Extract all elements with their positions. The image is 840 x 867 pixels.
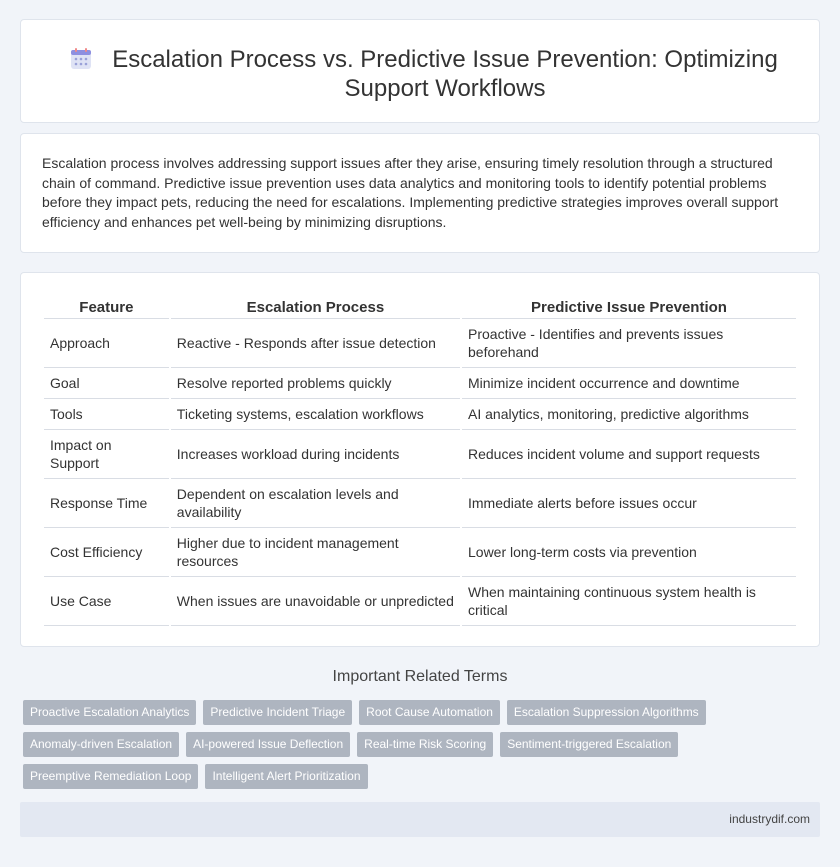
intro-card [20, 133, 820, 253]
related-term-tag[interactable]: Predictive Incident Triage [203, 700, 352, 725]
related-terms-list [23, 700, 743, 796]
related-term-tag[interactable]: Intelligent Alert Prioritization [205, 764, 367, 789]
table-row [44, 479, 796, 528]
tag-row [23, 764, 743, 789]
row-predictive: Proactive - Identifies and prevents issues beforehand [462, 319, 796, 368]
row-predictive: Immediate alerts before issues occur [462, 479, 796, 528]
related-term-tag[interactable]: Proactive Escalation Analytics [23, 700, 196, 725]
row-feature: Tools [44, 399, 169, 430]
row-escalation: Resolve reported problems quickly [171, 368, 460, 399]
row-escalation: Increases workload during incidents [171, 430, 460, 479]
header-predictive: Predictive Issue Prevention [462, 293, 796, 319]
title-card [20, 19, 820, 123]
row-feature: Use Case [44, 577, 169, 626]
intro-paragraph: Escalation process involves addressing support issues after they arise, ensuring timely resolution through a structured chain of command. Predictive issue prevention uses data analytics and monitoring tools to identify potential problems before they impact pets, reducing the need for escalations. Implementing predictive strategies improves overall support efficiency and enhances pet well-being by minimizing disruptions. [42, 155, 779, 230]
row-escalation: Dependent on escalation levels and availability [171, 479, 460, 528]
tag-row [23, 732, 743, 757]
table-row [44, 430, 796, 479]
footer-site-link[interactable]: industrydif.com [729, 812, 810, 826]
related-term-tag[interactable]: Escalation Suppression Algorithms [507, 700, 706, 725]
related-term-tag[interactable]: Sentiment-triggered Escalation [500, 732, 678, 757]
row-predictive: AI analytics, monitoring, predictive algorithms [462, 399, 796, 430]
row-predictive: When maintaining continuous system health is critical [462, 577, 796, 626]
comparison-table [42, 293, 798, 626]
table-header-row [44, 293, 796, 319]
row-escalation: Ticketing systems, escalation workflows [171, 399, 460, 430]
table-row [44, 528, 796, 577]
row-predictive: Reduces incident volume and support requests [462, 430, 796, 479]
row-feature: Approach [44, 319, 169, 368]
table-row [44, 399, 796, 430]
row-feature: Goal [44, 368, 169, 399]
row-predictive: Minimize incident occurrence and downtime [462, 368, 796, 399]
row-feature: Response Time [44, 479, 169, 528]
page-title: Escalation Process vs. Predictive Issue Prevention: Optimizing Support Workflows [112, 46, 778, 102]
related-term-tag[interactable]: Real-time Risk Scoring [357, 732, 493, 757]
header-escalation: Escalation Process [171, 293, 460, 319]
table-row [44, 319, 796, 368]
row-feature: Impact on Support [44, 430, 169, 479]
row-escalation: Higher due to incident management resources [171, 528, 460, 577]
related-terms-title: Important Related Terms [332, 668, 508, 685]
row-predictive: Lower long-term costs via prevention [462, 528, 796, 577]
table-row [44, 368, 796, 399]
row-escalation: Reactive - Responds after issue detection [171, 319, 460, 368]
row-escalation: When issues are unavoidable or unpredicted [171, 577, 460, 626]
related-term-tag[interactable]: AI-powered Issue Deflection [186, 732, 350, 757]
header-feature: Feature [44, 293, 169, 319]
comparison-card [20, 272, 820, 647]
row-feature: Cost Efficiency [44, 528, 169, 577]
footer [20, 802, 820, 837]
related-term-tag[interactable]: Preemptive Remediation Loop [23, 764, 198, 789]
tag-row [23, 700, 743, 725]
related-term-tag[interactable]: Anomaly-driven Escalation [23, 732, 179, 757]
related-term-tag[interactable]: Root Cause Automation [359, 700, 500, 725]
table-row [44, 577, 796, 626]
